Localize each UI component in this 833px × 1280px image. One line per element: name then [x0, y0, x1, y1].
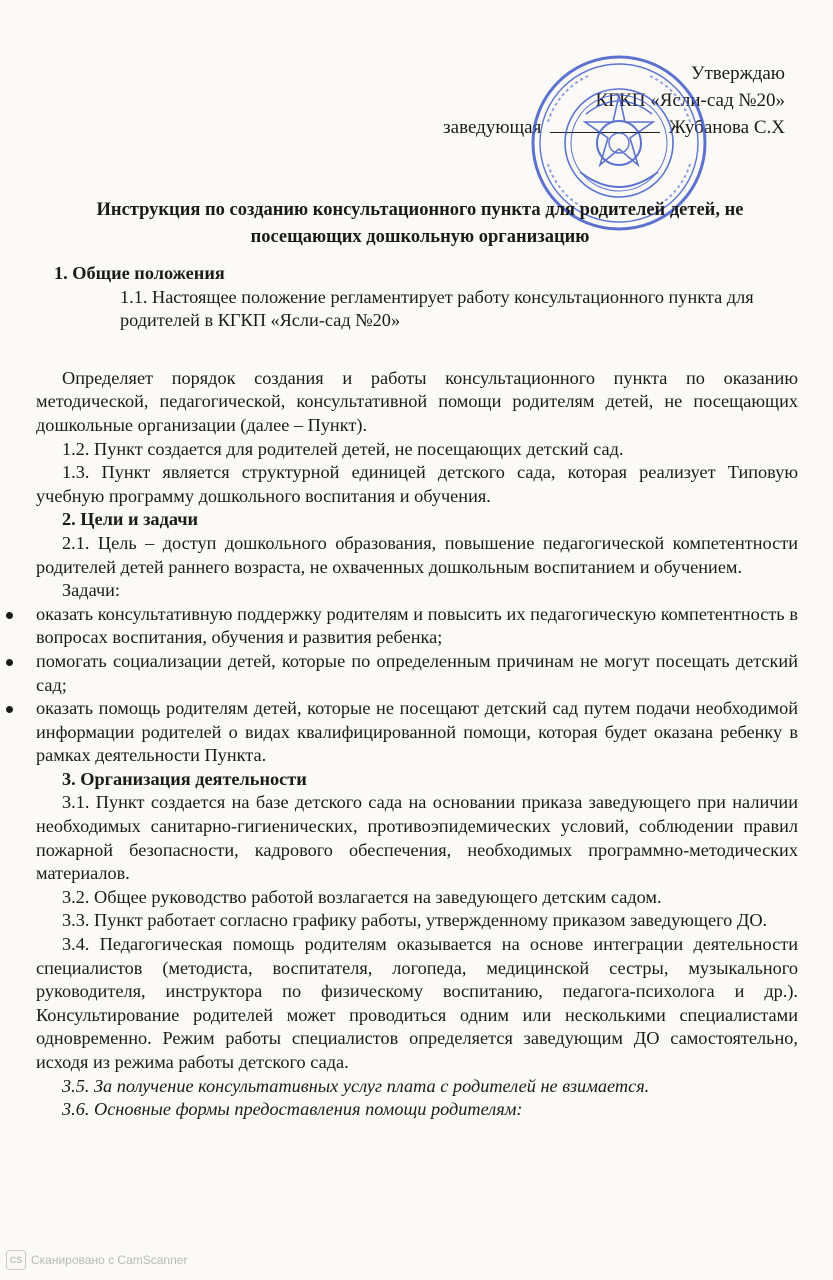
section-2-heading: 2. Цели и задачи	[62, 509, 199, 530]
document-body	[36, 262, 798, 1122]
scanner-watermark	[6, 1250, 187, 1270]
clause-3-2: 3.2. Общее руководство работой возлагается на заведующего детским садом.	[62, 886, 662, 907]
section-1-heading: 1. Общие положения	[54, 263, 225, 283]
clause-3-1: 3.1. Пункт создается на базе детского сада на основании приказа заведующего при наличии необходимых санитарно-гигиенических, противоэпидемических условий, соблюдении правил пожарной безопасности, кадрового обеспечения, необходимых программно-методических материалов.	[36, 792, 798, 884]
tasks-label: Задачи:	[62, 580, 121, 601]
task-1: оказать консультативную поддержку родителям и повысить их педагогическую компетентность в вопросах воспитания, обучения и развития ребенка;	[36, 603, 798, 648]
task-2: помогать социализации детей, которые по определенным причинам не могут посещать детский сад;	[36, 650, 798, 695]
clause-3-6: 3.6. Основные формы предоставления помощи родителям:	[62, 1099, 523, 1120]
clause-2-1: 2.1. Цель – доступ дошкольного образования, повышение педагогической компетентности родителей детей раннего возраста, не охваченных дошкольным воспитанием и обучением.	[36, 532, 798, 577]
section-1-intro: Определяет порядок создания и работы консультационного пункта по оказанию методической, педагогической, консультативной помощи родителям детей, не посещающих дошкольные организации (далее – Пункт).	[36, 367, 798, 435]
bullet-icon	[6, 612, 13, 619]
bullet-icon	[6, 706, 13, 713]
clause-1-3: 1.3. Пункт является структурной единицей детского сада, которая реализует Типовую учебную программу дошкольного воспитания и обучения.	[36, 462, 798, 506]
approval-position: заведующая	[443, 117, 542, 138]
approval-title: Утверждаю	[691, 63, 785, 84]
task-3: оказать помощь родителям детей, которые не посещают детский сад путем подачи необходимой информации родителей о видах квалифицированной помощи, которая будет оказана ребенку в рамках деятельности Пункта.	[36, 698, 798, 766]
section-3-heading: 3. Организация деятельности	[62, 768, 307, 789]
title-line-1: Инструкция по созданию консультационного пункта для родителей детей, не	[96, 200, 744, 220]
tasks-list	[36, 603, 798, 768]
approval-name: Жубанова С.Х	[668, 117, 785, 138]
watermark-text: Сканировано с CamScanner	[31, 1253, 188, 1267]
list-item	[36, 697, 798, 768]
list-item	[36, 650, 798, 697]
clause-3-4: 3.4. Педагогическая помощь родителям оказывается на основе интеграции деятельности специалистов (методиста, воспитателя, логопеда, медицинской сестры, музыкального руководителя, инструктора по физическому воспитанию, педагога-психолога и др.). Консультирование родителей может проводиться одним или несколькими специалистами одновременно. Режим работы специалистов определяется заведующим ДО самостоятельно, исходя из режима работы детского сада.	[36, 934, 798, 1072]
approval-organization: КГКП «Ясли-сад №20»	[595, 90, 785, 111]
clause-3-5: 3.5. За получение консультативных услуг плата с родителей не взимается.	[62, 1075, 650, 1096]
clause-1-1: 1.1. Настоящее положение регламентирует работу консультационного пункта для родителей в КГКП «Ясли-сад №20»	[120, 286, 754, 331]
title-line-2: посещающих дошкольную организацию	[250, 227, 590, 247]
camscanner-icon: CS	[6, 1250, 26, 1270]
spacer	[36, 333, 798, 367]
document-title	[40, 197, 800, 251]
bullet-icon	[6, 659, 13, 666]
list-item	[36, 603, 798, 650]
clause-1-2: 1.2. Пункт создается для родителей детей, не посещающих детский сад.	[62, 438, 624, 459]
clause-3-3: 3.3. Пункт работает согласно графику работы, утвержденному приказом заведующего ДО.	[62, 910, 768, 931]
